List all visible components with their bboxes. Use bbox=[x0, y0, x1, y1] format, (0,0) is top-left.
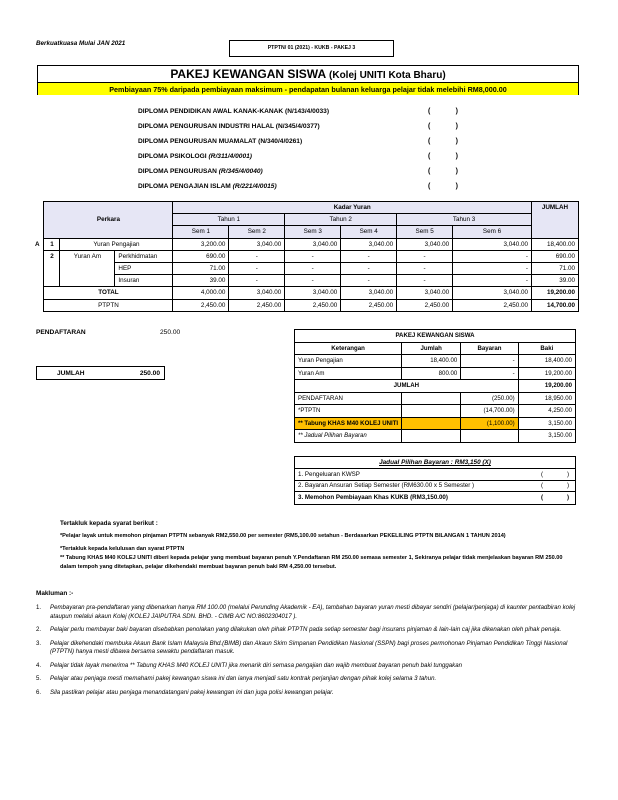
table-row: PTPTN 2,450.00 2,450.00 2,450.00 2,450.00 2,450.00 2,450.00 14,700.00 bbox=[32, 299, 579, 311]
note-item: 3. Pelajar dikehendaki membuka Akaun Bank Islam Malaysia Bhd.(BIMB) dan Akaun Skim Simpanan Pendidikan Nasional (SSPN) bagi proses permohonan Pinjaman Pendidikan Tinggi Nasional (PTPTN) hanya mesti dibawa bersama sewaktu pendaftaran masuk. bbox=[36, 639, 568, 655]
option-checkbox: ( ) bbox=[541, 470, 569, 478]
title-main: PAKEJ KEWANGAN SISWA bbox=[170, 67, 326, 81]
option-checkbox: ( ) bbox=[541, 494, 569, 502]
page-title bbox=[38, 67, 578, 81]
program-checkbox: ( ) bbox=[428, 183, 458, 190]
sem-header: Sem 1 bbox=[173, 226, 229, 238]
jumlah-header: JUMLAH bbox=[531, 202, 578, 239]
program-name: DIPLOMA PSIKOLOGI (R/311/4/0001) bbox=[138, 153, 252, 160]
program-item[interactable] bbox=[138, 179, 458, 194]
table-row: Yuran Pengajian 18,400.00 - 18,400.00 bbox=[295, 355, 576, 368]
year-header: Tahun 2 bbox=[285, 214, 397, 226]
program-name: DIPLOMA PENGAJIAN ISLAM (R/221/4/0015) bbox=[138, 183, 277, 190]
conditions-title: Tertakluk kepada syarat berikut : bbox=[60, 520, 158, 527]
package-table: PAKEJ KEWANGAN SISWA Keterangan Jumlah Bayaran Baki Yuran Pengajian 18,400.00 - 18,400.00 Yuran Am 800.00 - 19,200.00 JUMLAH 19,200.00 PENDAFTARAN (250.00) 18,950.00 *PTPTN (14,700.00) 4,250.00 ** Tabung KHAS M40 KOLEJ UNITI (1,100.00) 3,150.00 ** Jadual Pilihan Bayaran 3,150.00 bbox=[294, 329, 576, 443]
registration-value: 250.00 bbox=[160, 329, 181, 336]
section-label: A bbox=[35, 240, 40, 248]
program-checkbox: ( ) bbox=[428, 168, 458, 175]
table-row: TOTAL 4,000.00 3,040.00 3,040.00 3,040.00 3,040.00 3,040.00 19,200.00 bbox=[32, 287, 579, 299]
year-header: Tahun 1 bbox=[173, 214, 285, 226]
fee-table bbox=[32, 201, 579, 312]
note-item: 4. Pelajar tidak layak menerima ** Tabung KHAS M40 KOLEJ UNITI jika menarik diri semasa pengajian dan wajib membuat bayaran penuh baki tunggakan bbox=[36, 661, 462, 669]
condition-item: *Tertakluk kepada kelulusan dan syarat PTPTN bbox=[60, 546, 185, 552]
program-name: DIPLOMA PENGURUSAN INDUSTRI HALAL (N/345/4/0377) bbox=[138, 123, 320, 130]
title-sub: (Kolej UNITI Kota Bharu) bbox=[329, 70, 446, 81]
table-row: JUMLAH 19,200.00 bbox=[295, 380, 576, 393]
table-row: Yuran Am 800.00 - 19,200.00 bbox=[295, 367, 576, 380]
option-item[interactable]: 3. Memohon Pembiayaan Khas KUKB (RM3,150.00) ( ) bbox=[295, 492, 575, 504]
program-item[interactable] bbox=[138, 134, 458, 149]
conditions bbox=[60, 519, 580, 572]
program-checkbox: ( ) bbox=[428, 153, 458, 160]
sem-header: Sem 3 bbox=[285, 226, 341, 238]
note-item: 5. Pelajar atau penjaga mesti memahami pakej kewangan siswa ini dan ianya menjadi satu kontrak perjanjian dengan pihak kolej selama 3 tahun. bbox=[36, 675, 437, 682]
note-item: 2. Pelajar perlu membayar baki bayaran disebabkan penolakan yang dilakukan oleh pihak PTPTN pada setiap semester bagi insurans pinjaman & lain-lain caj jika dikenakan oleh pihak penaja. bbox=[36, 626, 562, 633]
effective-date: Berkuatkuasa Mulai JAN 2021 bbox=[36, 40, 126, 47]
option-item[interactable]: 2. Bayaran Ansuran Setiap Semester (RM630.00 x 5 Semester ) ( ) bbox=[295, 481, 575, 493]
subtitle-banner: Pembiayaan 75% daripada pembiayaan maksimum - pendapatan bulanan keluarga pelajar tidak melebihi RM8,000.00 bbox=[38, 82, 578, 95]
sem-header: Sem 5 bbox=[397, 226, 453, 238]
sem-header: Sem 2 bbox=[229, 226, 285, 238]
note-item: 6. Sila pastikan pelajar atau penjaga menandatangani pakej kewangan ini dan juga polisi kewangan pelajar. bbox=[36, 688, 334, 696]
table-row: HEP 71.00 - - - - - 71.00 bbox=[32, 262, 579, 274]
registration-label: PENDAFTARAN bbox=[36, 329, 86, 336]
table-row: ** Tabung KHAS M40 KOLEJ UNITI (1,100.00) 3,150.00 bbox=[295, 417, 576, 430]
year-header: Tahun 3 bbox=[397, 214, 532, 226]
option-checkbox: ( ) bbox=[541, 482, 569, 490]
program-item[interactable] bbox=[138, 149, 458, 164]
program-item[interactable] bbox=[138, 164, 458, 179]
program-name: DIPLOMA PENGURUSAN (R/345/4/0040) bbox=[138, 168, 263, 175]
condition-item: ** Tabung KHAS M40 KOLEJ UNITI diberi kepada pelajar yang membuat bayaran penuh Y.Pendaftaran RM 250.00 semasa semester 1, Sekiranya pelajar tidak menjelaskan bayaran RM 250.00 dalam tempoh yang ditetapkan, pelajar dikehendaki membuat bayaran penuh baki RM 4,250.00 tersebut. bbox=[60, 555, 563, 570]
package-title: PAKEJ KEWANGAN SISWA bbox=[295, 330, 576, 343]
title-box bbox=[37, 65, 579, 95]
program-name: DIPLOMA PENDIDIKAN AWAL KANAK-KANAK (N/143/4/0033) bbox=[138, 108, 330, 115]
program-list bbox=[138, 104, 458, 194]
options-title: Jadual Pilihan Bayaran : RM3,150 (X) bbox=[295, 457, 575, 469]
table-row: A 1 Yuran Pengajian 3,200.00 3,040.00 3,040.00 3,040.00 3,040.00 3,040.00 18,400.00 bbox=[32, 238, 579, 250]
note-item: 1. Pembayaran pra-pendaftaran yang dibenarkan hanya RM 100.00 (melalui Perunding Akademik - EA), tambahan bayaran yuran mesti dibayar sendiri (pelajar/penjaga) di kaunter pentadbiran kolej ataupun melalui akaun Kolej (KOLEJ JAIPUTRA SDN. BHD. - CIMB A/C NO:8602304017 ). bbox=[36, 604, 576, 620]
program-checkbox: ( ) bbox=[428, 138, 458, 145]
program-item[interactable] bbox=[138, 119, 458, 134]
table-row: ** Jadual Pilihan Bayaran 3,150.00 bbox=[295, 430, 576, 443]
payment-options bbox=[294, 456, 576, 505]
perkara-header: Perkara bbox=[44, 202, 173, 239]
sem-header: Sem 4 bbox=[341, 226, 397, 238]
table-row: 2 Yuran Am Perkhidmatan 690.00 - - - - - 690.00 bbox=[32, 250, 579, 262]
notes bbox=[36, 590, 584, 702]
table-row: Insuran 39.00 - - - - - 39.00 bbox=[32, 275, 579, 287]
program-checkbox: ( ) bbox=[428, 108, 458, 115]
program-name: DIPLOMA PENGURUSAN MUAMALAT (N/340/4/0261) bbox=[138, 138, 303, 145]
reference-number: PTPTN/ 01 (2021) - KUKB - PAKEJ 3 bbox=[229, 40, 394, 57]
table-row: PENDAFTARAN (250.00) 18,950.00 bbox=[295, 392, 576, 405]
condition-item: *Pelajar layak untuk memohon pinjaman PTPTN sebanyak RM2,550.00 per semester (RM5,100.00 setahun - Berdasarkan PEKELILING PTPTN BILANGAN 1 TAHUN 2014) bbox=[60, 533, 506, 539]
sem-header: Sem 6 bbox=[453, 226, 532, 238]
notes-title: Makluman :- bbox=[36, 590, 74, 597]
program-item[interactable] bbox=[138, 104, 458, 119]
kadar-yuran-header: Kadar Yuran bbox=[173, 202, 532, 214]
program-checkbox: ( ) bbox=[428, 123, 458, 130]
option-item[interactable]: 1. Pengeluaran KWSP ( ) bbox=[295, 469, 575, 481]
table-row: *PTPTN (14,700.00) 4,250.00 bbox=[295, 405, 576, 418]
registration-total-box: JUMLAH 250.00 bbox=[36, 366, 165, 380]
